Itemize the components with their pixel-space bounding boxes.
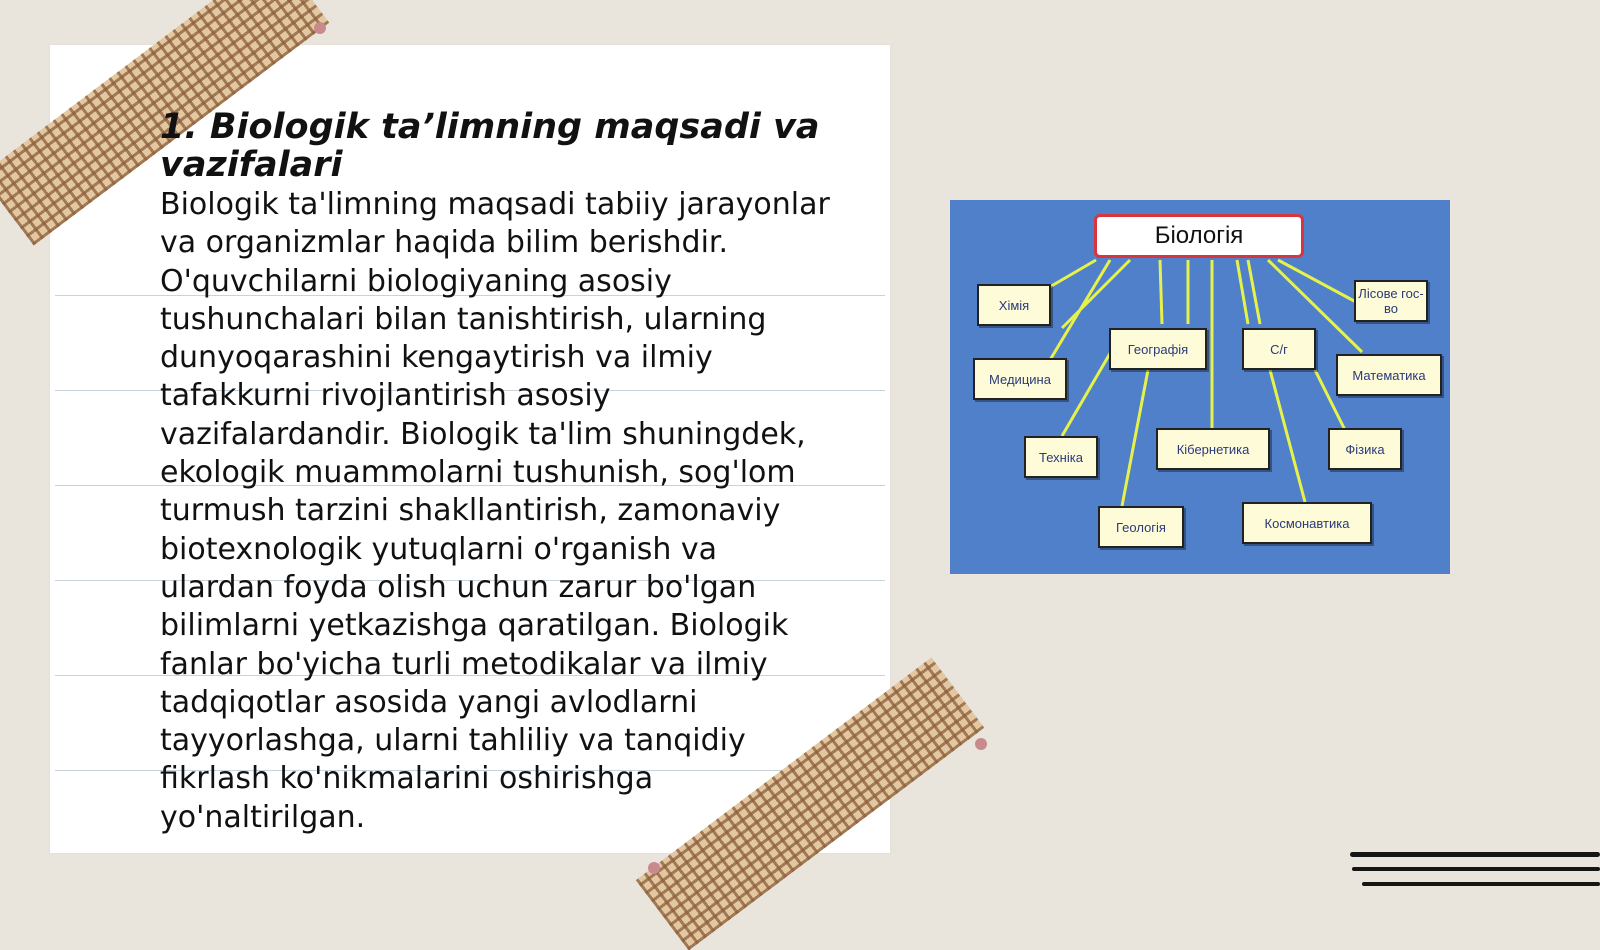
decorative-stroke (1350, 852, 1600, 857)
pin-decoration (314, 22, 326, 34)
biology-diagram (950, 200, 1450, 574)
diagram-node-cosmonautics: Космонавтика (1242, 502, 1372, 544)
diagram-node-physics: Фізика (1328, 428, 1402, 470)
diagram-node-cybernetics: Кібернетика (1156, 428, 1270, 470)
diagram-node-agriculture: С/г (1242, 328, 1316, 370)
decorative-stroke (1362, 882, 1600, 886)
diagram-node-technics: Техніка (1024, 436, 1098, 478)
pin-decoration (975, 738, 987, 750)
diagram-node-forestry: Лісове гос-во (1354, 280, 1428, 322)
pin-decoration (648, 862, 660, 874)
diagram-node-medicine: Медицина (973, 358, 1067, 400)
diagram-node-geology: Геологія (1098, 506, 1184, 548)
diagram-root-node: Біологія (1094, 214, 1304, 258)
slide-body-text: Biologik ta'limning maqsadi tabiiy jarayonlar va organizmlar haqida bilim berishdir. O'quvchilarni biologiyaning asosiy tushunchalari bilan tanishtirish, ularning dunyoqarashini kengaytirish va ilmiy tafakkurni rivojlantirish asosiy vazifalardandir. Biologik ta'lim shuningdek, ekologik muammolarni tushunish, sog'lom turmush tarzini shakllantirish, zamonaviy biotexnologik yutuqlarni o'rganish va ulardan foyda olish uchun zarur bo'lgan bilimlarni yetkazishga qaratilgan. Biologik fanlar bo'yicha turli metodikalar va ilmiy tadqiqotlar asosida yangi avlodlarni tayyorlashga, ularni tahliliy va tanqidiy fikrlash ko'nikmalarini oshirishga yo'naltirilgan. (160, 187, 830, 835)
decorative-stroke (1352, 867, 1600, 871)
diagram-node-mathematics: Математика (1336, 354, 1442, 396)
diagram-node-geography: Географія (1109, 328, 1207, 370)
diagram-node-chemistry: Хімія (977, 284, 1051, 326)
slide-title: 1. Biologik ta’limning maqsadi va vazifalari (160, 107, 820, 185)
